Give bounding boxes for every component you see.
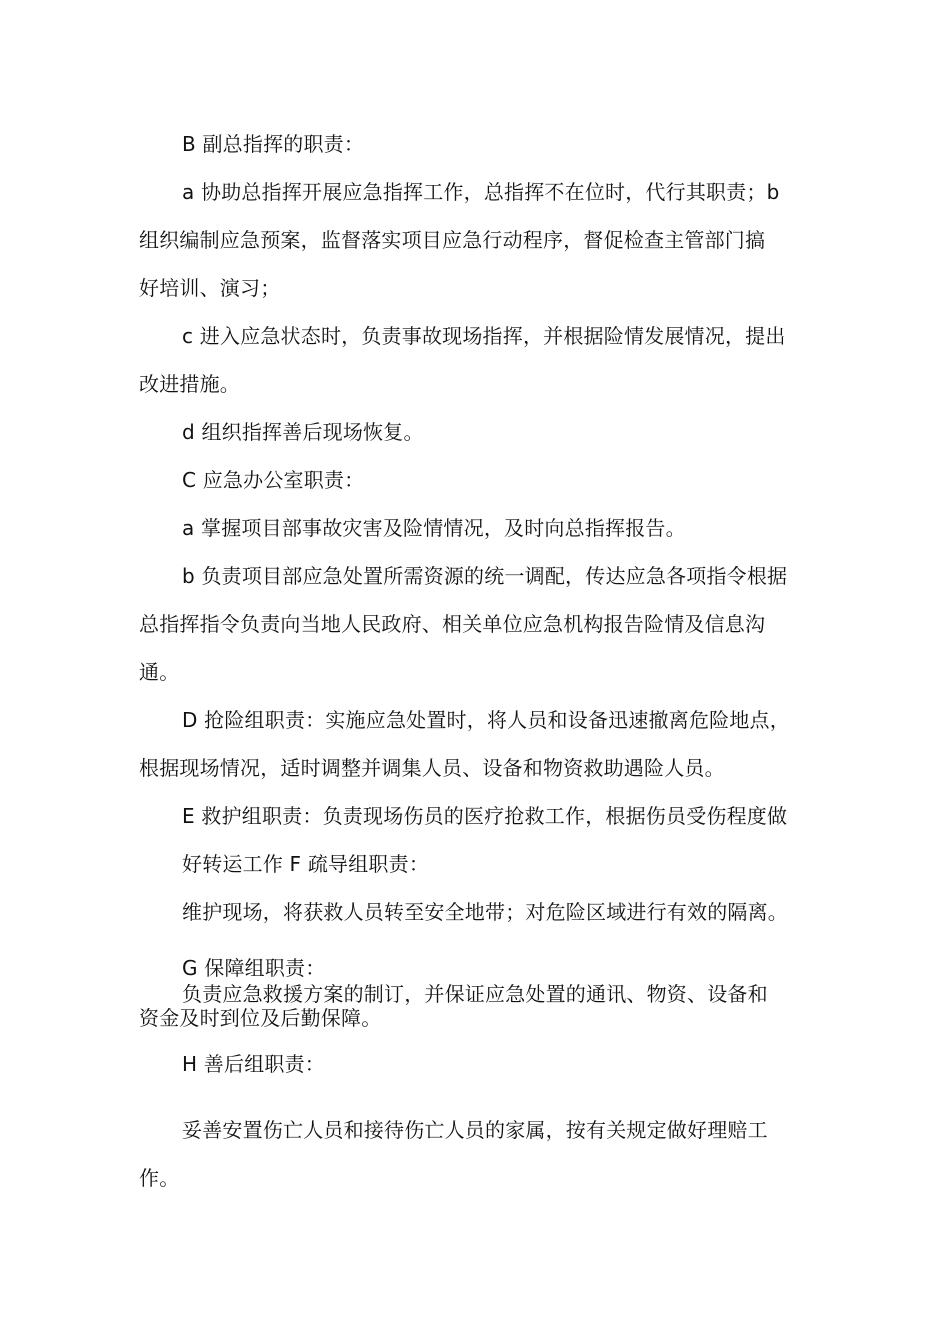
text-line: b 负责项目部应急处置所需资源的统一调配，传达应急各项指令根据: [182, 564, 788, 588]
text-line: 维护现场，将获救人员转至安全地带；对危险区域进行有效的隔离。: [182, 900, 788, 924]
text-line: 好培训、演习；: [139, 276, 281, 300]
text-line: 负责应急救援方案的制订，并保证应急处置的通讯、物资、设备和: [182, 982, 768, 1006]
text-line: 组织编制应急预案，监督落实项目应急行动程序，督促检查主管部门搞: [139, 228, 766, 252]
text-line: 资金及时到位及后勤保障。: [139, 1006, 382, 1030]
section-heading: C 应急办公室职责：: [182, 468, 365, 492]
text-line: d 组织指挥善后现场恢复。: [182, 420, 424, 444]
text-line: a 掌握项目部事故灾害及险情情况，及时向总指挥报告。: [182, 516, 686, 540]
section-heading: G 保障组职责：: [182, 956, 326, 980]
section-heading: H 善后组职责：: [182, 1052, 325, 1076]
text-line: c 进入应急状态时，负责事故现场指挥，并根据险情发展情况，提出: [182, 324, 786, 348]
text-line: 好转运工作 F 疏导组职责：: [182, 852, 430, 876]
text-line: 改进措施。: [139, 372, 240, 396]
text-line: 根据现场情况，适时调整并调集人员、设备和物资救助遇险人员。: [139, 756, 725, 780]
text-line: D 抢险组职责：实施应急处置时，将人员和设备迅速撤离危险地点，: [182, 708, 790, 732]
text-line: 作。: [139, 1166, 180, 1190]
text-line: 总指挥指令负责向当地人民政府、相关单位应急机构报告险情及信息沟: [139, 612, 766, 636]
text-line: 妥善安置伤亡人员和接待伤亡人员的家属，按有关规定做好理赔工: [182, 1118, 768, 1142]
text-line: B 副总指挥的职责：: [182, 132, 365, 156]
text-line: 通。: [139, 660, 180, 684]
text-line: E 救护组职责：负责现场伤员的医疗抢救工作，根据伤员受伤程度做: [182, 804, 788, 828]
text-line: a 协助总指挥开展应急指挥工作，总指挥不在位时，代行其职责；b: [182, 180, 780, 204]
